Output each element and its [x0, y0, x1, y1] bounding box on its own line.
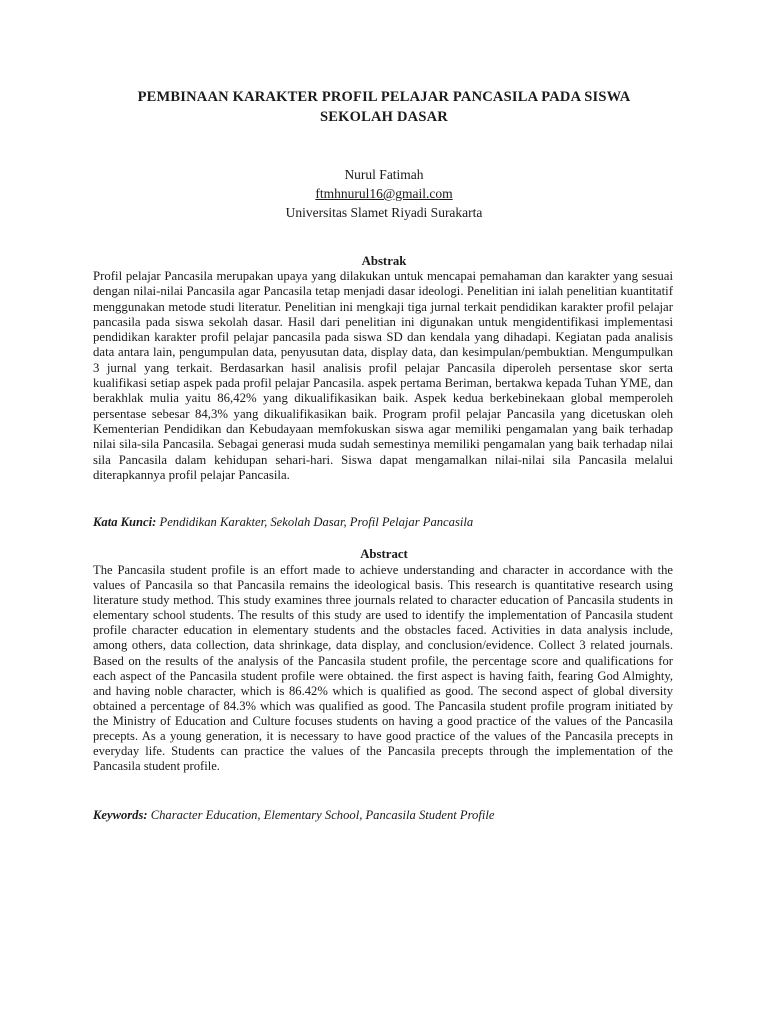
- abstrak-body: Profil pelajar Pancasila merupakan upaya yang dilakukan untuk mencapai pemahaman dan karakter yang sesuai dengan nilai-nilai Pancasila agar Pancasila tetap menjadi dasar ideologi. Penelitian ini ialah penelitian kuantitatif menggunakan metode studi literatur. Penelitian ini mengkaji tiga jurnal terkait pendidikan karakter profil pelajar pancasila pada siswa sekolah dasar. Hasil dari penelitian ini digunakan untuk mengidentifikasi implementasi pendidikan karakter profil pelajar pancasila pada siswa SD dan kendala yang dihadapi. Kegiatan pada analisis data antara lain, pengumpulan data, penyusutan data, display data, dan kesimpulan/pembuktian. Mengumpulkan 3 jurnal yang terkait. Berdasarkan hasil analisis profil pelajar Pancasila diperoleh persentase skor serta kualifikasi setiap aspek pada profil pelajar Pancasila. aspek pertama Beriman, bertakwa kepada Tuhan YME, dan berakhlak mulia yaitu 86,42% yang dikualifikasikan baik. Aspek kedua berkebinekaan global memperoleh persentase sebesar 84,3% yang dikualifikasikan baik. Program profil pelajar Pancasila yang dicetuskan oleh Kementerian Pendidikan dan Kebudayaan memfokuskan siswa agar memiliki pengamalan yang baik terhadap nilai sila-sila Pancasila. Sebagai generasi muda sudah semestinya memiliki pengamalan yang baik terhadap nilai sila Pancasila dalam kehidupan sehari-hari. Siswa dapat mengamalkan nilai-nilai sila Pancasila melalui diterapkannya profil pelajar Pancasila.: [93, 269, 673, 482]
- keywords: [93, 808, 693, 823]
- abstrak-heading: Abstrak: [361, 254, 407, 268]
- paper-title: [60, 87, 708, 127]
- kata-kunci: [93, 515, 693, 530]
- abstract-body: The Pancasila student profile is an effort made to achieve understanding and character in accordance with the values of Pancasila so that Pancasila remains the ideological basis. This research is quantitative research using literature study method. This study examines three journals related to character education of Pancasila students in elementary school students. The results of this study are used to identify the implementation of Pancasila student profile character education in elementary students and the obstacles faced. Activities in data analysis include, among others, data collection, data shrinkage, data display, and conclusion/evidence. Collect 3 related journals. Based on the results of the analysis of the Pancasila student profile, the percentage score and qualifications for each aspect of the Pancasila student profile were obtained. the first aspect is having faith, fearing God Almighty, and having noble character, which is 86.42% which is qualified as good. The second aspect of global diversity obtained a percentage of 84.3% which was qualified as good. The Pancasila student profile program initiated by the Ministry of Education and Culture focuses students on having a good practice of the values of the Pancasila precepts. As a young generation, it is necessary to have good practice of the values of the Pancasila precepts in everyday life. Students can practice the values of the Pancasila precepts through the implementation of the Pancasila student profile.: [93, 563, 673, 774]
- keywords-value: Character Education, Elementary School, Pancasila Student Profile: [150, 808, 495, 822]
- kata-kunci-label: Kata Kunci:: [93, 515, 157, 529]
- author-email-link[interactable]: ftmhnurul16@gmail.com: [315, 186, 453, 201]
- author-block: [134, 165, 634, 222]
- abstract-heading: Abstract: [360, 547, 408, 561]
- paper-title-line-2: SEKOLAH DASAR: [320, 109, 448, 125]
- author-name: Nurul Fatimah: [344, 167, 424, 182]
- keywords-label: Keywords:: [93, 808, 148, 822]
- paper-title-line-1: PEMBINAAN KARAKTER PROFIL PELAJAR PANCASILA PADA SISWA: [137, 89, 631, 105]
- author-affiliation: Universitas Slamet Riyadi Surakarta: [285, 205, 483, 220]
- kata-kunci-value: Pendidikan Karakter, Sekolah Dasar, Profil Pelajar Pancasila: [159, 515, 474, 529]
